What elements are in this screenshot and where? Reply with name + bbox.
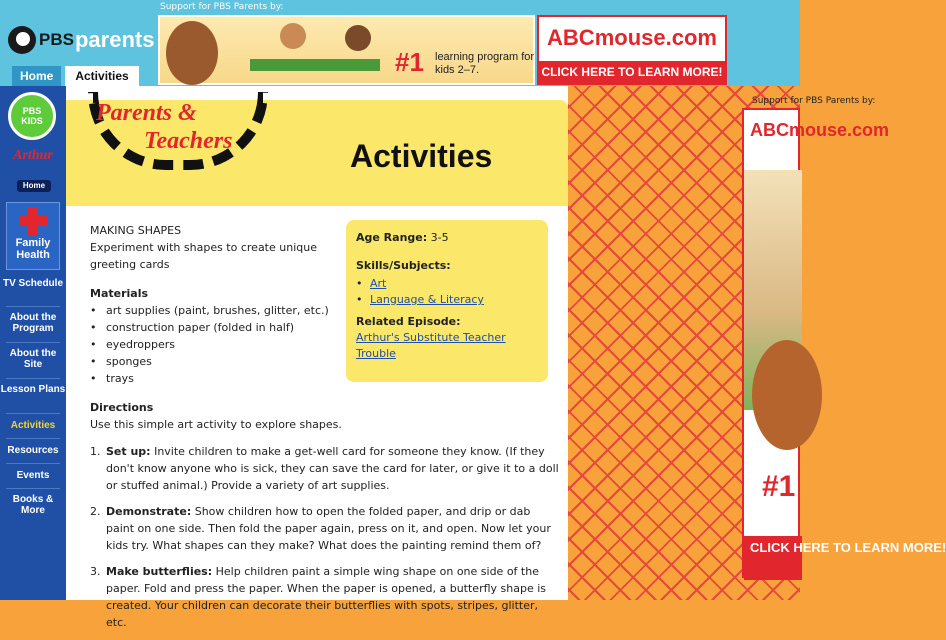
- ad-table: [250, 59, 380, 71]
- list-item: [356, 292, 538, 308]
- ad-cta-button[interactable]: CLICK HERE TO LEARN MORE!: [744, 536, 802, 580]
- age-range-label: Age Range:: [356, 231, 428, 244]
- pbs-head-icon: [8, 26, 36, 54]
- ad-girl-figure: [752, 340, 822, 450]
- ad-kid-figure: [280, 23, 306, 49]
- step-text: Show children how to open the folded paper, and drip or dab paint on one side. Then fold the paper again, press on it, and open. Now let your kids try. What shapes can they make? What does the painting remind them of?: [106, 505, 551, 552]
- skills-label: Skills/Subjects:: [356, 259, 451, 272]
- nav-activities[interactable]: Activities: [10, 420, 56, 431]
- site-header: [0, 0, 800, 86]
- logo-line-2: Teachers: [144, 128, 233, 154]
- nav-divider: [6, 378, 60, 379]
- family-health-label: Family Health: [15, 237, 51, 261]
- family-health-link[interactable]: [6, 202, 60, 270]
- directions-steps: [90, 443, 560, 631]
- nav-divider: [6, 463, 60, 464]
- list-item: [356, 276, 538, 292]
- ad-kid-figure: [345, 25, 371, 51]
- top-ad-banner[interactable]: [158, 15, 728, 85]
- nav-divider: [6, 413, 60, 414]
- step-item: [90, 443, 560, 494]
- ad-number: #1: [762, 470, 796, 503]
- sponsor-label-right: Support for PBS Parents by:: [752, 96, 876, 106]
- nav-lesson-plans[interactable]: Lesson Plans: [0, 384, 66, 395]
- ad-abcmouse[interactable]: [537, 15, 727, 85]
- episode-link[interactable]: Arthur's Substitute Teacher Trouble: [356, 331, 506, 360]
- ad-number: #1: [395, 47, 424, 77]
- activity-subtitle: Experiment with shapes to create unique greeting cards: [90, 241, 317, 271]
- logo-pbs-text: PBS: [39, 30, 74, 49]
- list-item: • trays: [90, 370, 560, 387]
- nav-events[interactable]: Events: [16, 470, 50, 481]
- sponsor-label: Support for PBS Parents by:: [160, 2, 284, 12]
- red-cross-icon: [19, 207, 47, 235]
- skill-link-language-literacy[interactable]: Language & Literacy: [370, 293, 484, 306]
- materials-heading: Materials: [90, 287, 149, 300]
- ad-girl-figure: [166, 21, 218, 85]
- ad-brand: ABCmouse.com: [547, 25, 717, 50]
- activity-name: MAKING SHAPES: [90, 224, 182, 237]
- page-title: Activities: [350, 138, 493, 174]
- age-range-value: 3-5: [430, 231, 449, 244]
- ad-cta-button[interactable]: CLICK HERE TO LEARN MORE!: [539, 61, 725, 83]
- nav-about-site[interactable]: About the Site: [9, 348, 57, 370]
- ad-illustration: [158, 15, 535, 85]
- tab-activities[interactable]: Activities: [65, 66, 138, 86]
- left-nav: [0, 86, 66, 600]
- arthur-home-button[interactable]: Home: [17, 180, 51, 192]
- logo-parents-text: parents: [74, 27, 155, 52]
- nav-divider: [6, 488, 60, 489]
- tab-home[interactable]: Home: [12, 66, 61, 86]
- skill-link-art[interactable]: Art: [370, 277, 387, 290]
- step-title: Make butterflies:: [106, 565, 213, 578]
- age-range-row: [356, 230, 538, 246]
- step-number: 2.: [90, 505, 101, 518]
- right-ad-banner[interactable]: [742, 108, 946, 578]
- step-text: Invite children to make a get-well card for someone they know. (If they don't know anyone who is sick, they can save the card for later, or give it to a doll or stuffed animal.) Provide a variety of art supplies.: [106, 445, 559, 492]
- parents-teachers-logo[interactable]: [78, 92, 268, 172]
- step-number: 3.: [90, 565, 101, 578]
- pbs-kids-text: PBS KIDS: [21, 106, 43, 126]
- step-title: Set up:: [106, 445, 151, 458]
- pbs-parents-logo[interactable]: [8, 24, 160, 56]
- header-tabs: [12, 66, 139, 86]
- nav-divider: [6, 438, 60, 439]
- page-banner: [66, 100, 568, 206]
- content-panel: [66, 86, 568, 629]
- list-item: • sponges: [90, 353, 560, 370]
- nav-divider: [6, 306, 60, 307]
- arthur-logo[interactable]: Arthur: [13, 148, 53, 163]
- step-text: Help children paint a simple wing shape on one side of the paper. Fold and press the paper. When the paper is opened, a butterfly shape is created. Your children can decorate their butterflies with spots, stripes, glitter, etc.: [106, 565, 547, 629]
- logo-line-1: Parents &: [96, 100, 197, 126]
- step-item: [90, 563, 560, 631]
- activity-info-box: [346, 220, 548, 382]
- list-item: • art supplies (paint, brushes, glitter, etc.): [90, 302, 560, 319]
- step-number: 1.: [90, 445, 101, 458]
- step-item: [90, 503, 560, 554]
- nav-divider: [6, 342, 60, 343]
- nav-resources[interactable]: Resources: [7, 445, 59, 456]
- ad-brand: ABCmouse.com: [750, 120, 890, 140]
- step-title: Demonstrate:: [106, 505, 192, 518]
- list-item: • construction paper (folded in half): [90, 319, 560, 336]
- skills-list: [356, 276, 538, 308]
- list-item: • eyedroppers: [90, 336, 560, 353]
- directions-heading: Directions: [90, 401, 154, 414]
- ad-tagline: learning program for kids 2–7.: [435, 51, 535, 76]
- pbs-kids-logo[interactable]: [8, 92, 56, 140]
- episode-label: Related Episode:: [356, 315, 461, 328]
- nav-tv-schedule[interactable]: TV Schedule: [2, 278, 63, 289]
- nav-about-program[interactable]: About the Program: [9, 312, 57, 334]
- nav-books-more[interactable]: Books & More: [12, 494, 54, 516]
- directions-intro: Use this simple art activity to explore shapes.: [90, 418, 342, 431]
